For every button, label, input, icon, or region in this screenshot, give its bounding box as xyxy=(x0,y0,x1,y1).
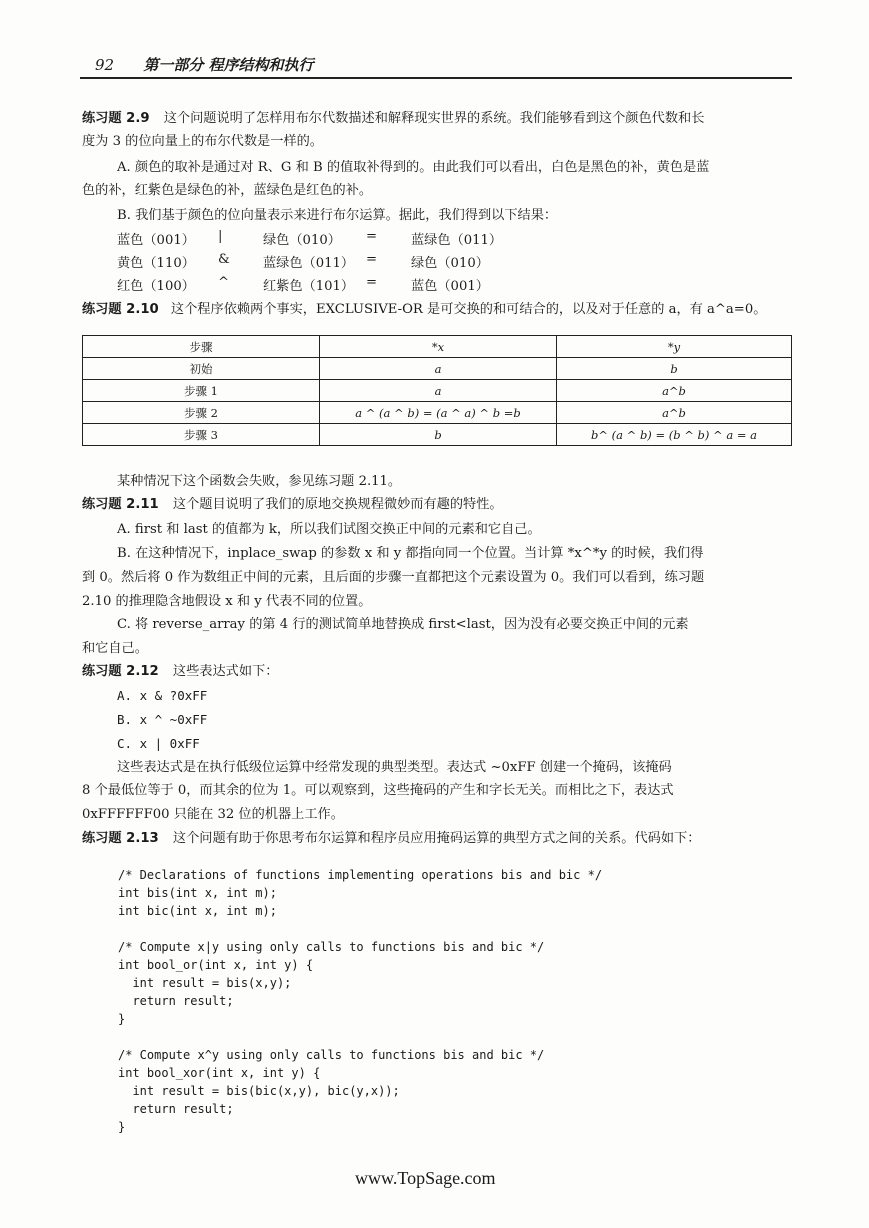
ex210-after: 某种情况下这个函数会失败，参见练习题 2.11。 xyxy=(117,474,402,489)
row-right: 蓝绿色（011） xyxy=(263,256,355,271)
ex211-c-2: 和它自己。 xyxy=(82,641,148,656)
ex211-b-3: 2.10 的推理隐含地假设 x 和 y 代表不同的位置。 xyxy=(82,594,372,609)
row-op: ^ xyxy=(218,275,230,290)
ex212-p-2: 8 个最低位等于 0，而其余的位为 1。可以观察到，这些掩码的产生和字长无关。而相比之下，表达式 xyxy=(82,783,674,798)
ex212-line xyxy=(82,660,278,683)
ex212-p-1: 这些表达式是在执行低级位运算中经常发现的典型类型。表达式 ~0xFF 创建一个掩码，该掩码 xyxy=(117,760,672,775)
table-cell: a ^ (a ^ b) = (a ^ a) ^ b =b xyxy=(320,402,557,424)
ex211-line xyxy=(82,493,503,516)
table-header: *y xyxy=(557,336,792,358)
table-header: 步骤 xyxy=(83,336,320,358)
header-rule xyxy=(80,77,792,79)
page-header xyxy=(95,54,314,75)
table-cell: a xyxy=(320,380,557,402)
ex29-b: B. 我们基于颜色的位向量表示来进行布尔运算。据此，我们得到以下结果： xyxy=(117,208,558,223)
ex212-c: C. x | 0xFF xyxy=(117,736,200,751)
footer-url: www.TopSage.com xyxy=(355,1168,496,1188)
table-cell: b xyxy=(557,358,792,380)
ex29-a-1: A. 颜色的取补是通过对 R、G 和 B 的值取补得到的。由此我们可以看出，白色是黑色的补，黄色是蓝 xyxy=(117,160,710,175)
ex210-line xyxy=(82,298,766,321)
ex29-intro-1: 这个问题说明了怎样用布尔代数描述和解释现实世界的系统。我们能够看到这个颜色代数和长 xyxy=(163,111,705,126)
table-cell: a xyxy=(320,358,557,380)
table-header: *x xyxy=(320,336,557,358)
row-left: 黄色（110） xyxy=(117,256,195,271)
row-right: 绿色（010） xyxy=(263,233,341,248)
ex212-a: A. x & ?0xFF xyxy=(117,688,208,703)
ex210-title: 练习题 2.10 xyxy=(82,302,159,317)
row-result: 蓝色（001） xyxy=(411,279,489,294)
ex29-a-2: 色的补，红紫色是绿色的补，蓝绿色是红色的补。 xyxy=(82,183,373,198)
ex212-b: B. x ^ ~0xFF xyxy=(117,712,208,727)
table-cell: a^b xyxy=(557,380,792,402)
page-number: 92 xyxy=(95,56,115,74)
row-result: 绿色（010） xyxy=(411,256,489,271)
row-op: & xyxy=(218,252,230,267)
code-block-declarations: /* Declarations of functions implementing operations bis and bic */ int bis(int x, int m); int bic(int x, int m); xyxy=(118,868,603,918)
row-eq: = xyxy=(366,275,378,290)
row-eq: = xyxy=(366,252,378,267)
ex211-title: 练习题 2.11 xyxy=(82,497,159,512)
code-block-bool-or: /* Compute x|y using only calls to functions bis and bic */ int bool_or(int x, int y) { int result = bis(x,y); return result; } xyxy=(118,940,545,1026)
table-row xyxy=(83,424,792,446)
ex212-intro: 这些表达式如下： xyxy=(172,664,279,679)
code-block-bool-xor: /* Compute x^y using only calls to functions bis and bic */ int bool_xor(int x, int y) { int result = bis(bic(x,y), bic(y,x)); return result; } xyxy=(118,1048,545,1134)
ex210-text: 这个程序依赖两个事实，EXCLUSIVE-OR 是可交换的和可结合的，以及对于任意的 a，有 a^a=0。 xyxy=(170,302,767,317)
swap-steps-table xyxy=(82,335,792,446)
row-right: 红紫色（101） xyxy=(263,279,355,294)
table-row xyxy=(83,380,792,402)
table-cell: b^ (a ^ b) = (b ^ b) ^ a = a xyxy=(557,424,792,446)
table-row xyxy=(83,358,792,380)
table-row xyxy=(83,402,792,424)
ex29-intro-line1 xyxy=(82,107,704,130)
ex212-title: 练习题 2.12 xyxy=(82,664,159,679)
ex211-a: A. first 和 last 的值都为 k，所以我们试图交换正中间的元素和它自己。 xyxy=(117,522,541,537)
ex212-p-3: 0xFFFFFF00 只能在 32 位的机器上工作。 xyxy=(82,807,344,822)
row-left: 红色（100） xyxy=(117,279,195,294)
row-eq: = xyxy=(366,229,378,244)
ex211-b-2: 到 0。然后将 0 作为数组正中间的元素，且后面的步骤一直都把这个元素设置为 0。我们可以看到，练习题 xyxy=(82,570,705,585)
table-header-row xyxy=(83,336,792,358)
table-cell: a^b xyxy=(557,402,792,424)
table-cell: b xyxy=(320,424,557,446)
ex211-b-1: B. 在这种情况下，inplace_swap 的参数 x 和 y 都指向同一个位置。当计算 *x^*y 的时候，我们得 xyxy=(117,546,704,561)
table-cell: 步骤 2 xyxy=(83,402,320,424)
chapter-title: 第一部分 程序结构和执行 xyxy=(143,56,314,74)
row-result: 蓝绿色（011） xyxy=(411,233,503,248)
row-left: 蓝色（001） xyxy=(117,233,195,248)
row-op: | xyxy=(218,229,223,244)
ex213-line xyxy=(82,827,700,850)
table-cell: 步骤 1 xyxy=(83,380,320,402)
ex29-title: 练习题 2.9 xyxy=(82,111,150,126)
table-cell: 步骤 3 xyxy=(83,424,320,446)
ex213-title: 练习题 2.13 xyxy=(82,831,159,846)
table-cell: 初始 xyxy=(83,358,320,380)
ex29-intro-2: 度为 3 的位向量上的布尔代数是一样的。 xyxy=(82,134,323,149)
ex211-c-1: C. 将 reverse_array 的第 4 行的测试简单地替换成 first<last，因为没有必要交换正中间的元素 xyxy=(117,617,689,632)
ex211-intro: 这个题目说明了我们的原地交换规程微妙而有趣的特性。 xyxy=(172,497,503,512)
ex213-intro: 这个问题有助于你思考布尔运算和程序员应用掩码运算的典型方式之间的关系。代码如下： xyxy=(172,831,701,846)
